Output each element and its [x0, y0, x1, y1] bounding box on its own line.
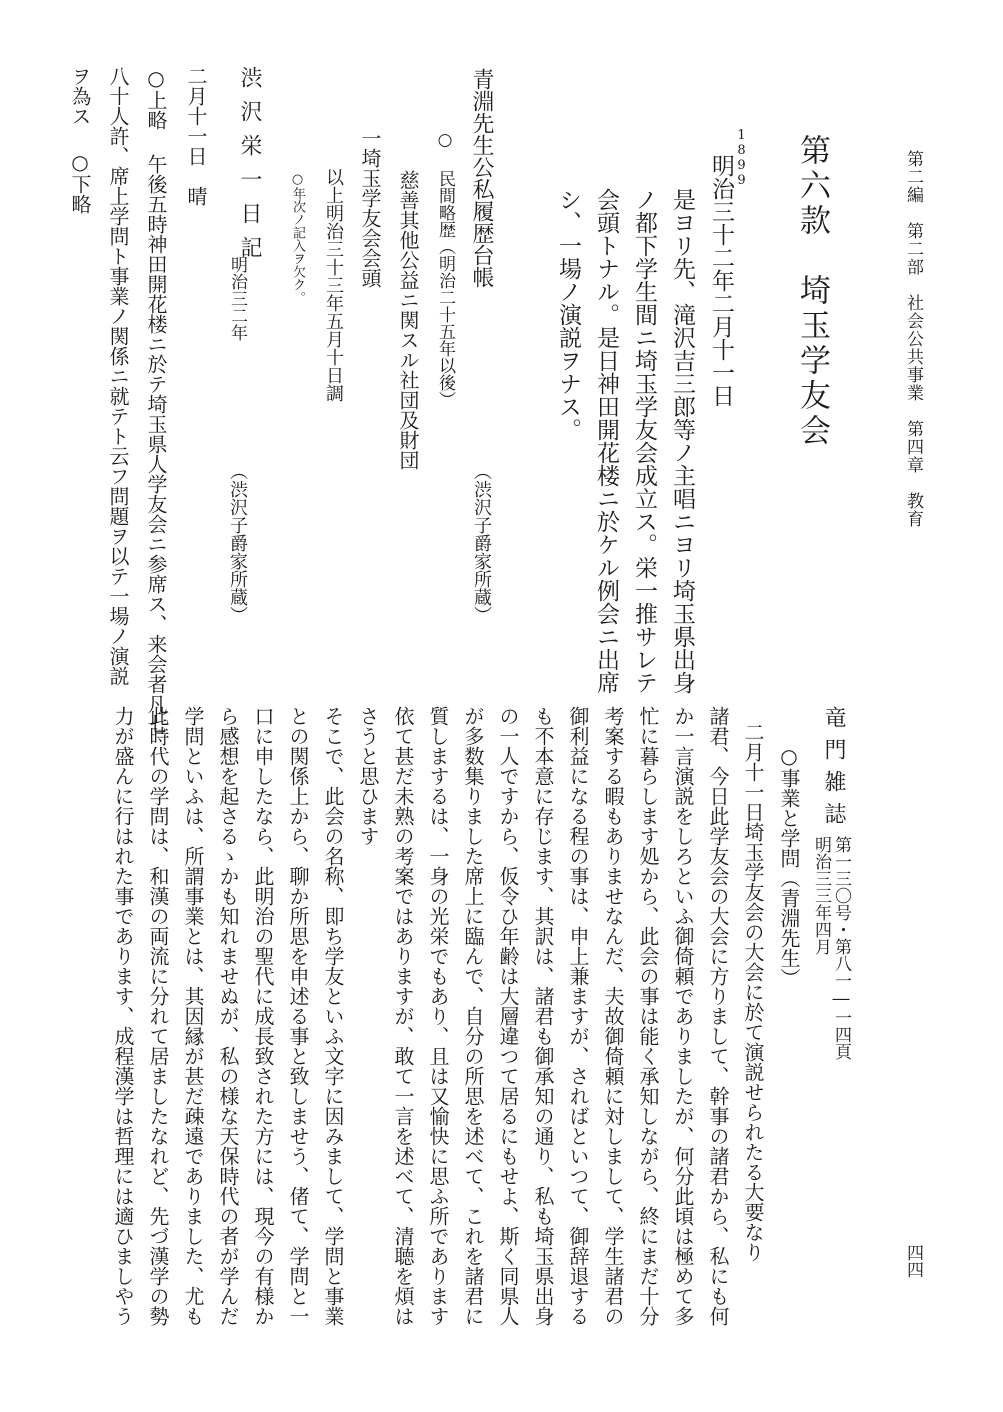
source1-line-2: 慈善其他公益ニ関スル社団及財団	[396, 170, 420, 470]
source2-date: 二月十一日 晴	[184, 66, 208, 206]
source2-line-3: ヲ為ス ○下略	[68, 66, 92, 214]
body-line-12: さうと思ひます	[356, 706, 380, 846]
source3-title: 竜門雑誌	[821, 706, 846, 834]
date-line: 明治三十二年二月十一日	[708, 154, 734, 407]
source1-line-4: 以上明治三十三年五月十日調	[323, 168, 344, 402]
body-line-2: 諸君、今日此学友会の大会に方りまして、幹事の諸君から、私にも何	[706, 706, 730, 1326]
body-line-17: 学問といふは、所謂事業とは、其因縁が甚だ疎遠でありました、尤も	[181, 706, 205, 1326]
source3-issue: 第一三〇号・第八一―一四頁	[831, 836, 851, 1060]
body-line-11: 依て甚だ未熟の考案ではありますが、敢て一言を述べて、清聴を煩は	[391, 706, 415, 1326]
source2-holder: （渋沢子爵家所蔵）	[227, 462, 248, 624]
summary-line-2: ノ都下学生間ニ埼玉学友会成立ス。栄一推サレテ	[631, 188, 657, 694]
half-divider	[60, 676, 940, 677]
body-line-6: 御利益になる程の事は、申上兼ますが、さればといつて、御辞退する	[566, 706, 590, 1326]
source2-line-1: ○上略 午後五時神田開花楼ニ於テ埼玉県人学友会ニ参席ス、来会者凡七	[144, 66, 168, 734]
source2-title: 渋沢栄一日記	[237, 66, 262, 270]
source1-line-3: 一埼玉学友会会頭	[358, 128, 382, 288]
source1-line-5: ○年次ノ記入ヲ欠ク。	[290, 172, 305, 304]
source1-holder: （渋沢子爵家所蔵）	[471, 462, 492, 624]
body-line-16: ら感想を起さるゝかも知れませぬが、私の様な天保時代の者が学んだ	[216, 706, 240, 1326]
body-line-19: 力が盛んに行はれた事であります、成程漢学は哲理には適ひましやう	[111, 706, 135, 1326]
article-title: ○事業と学問（青淵先生）	[777, 744, 801, 988]
body-line-4: 忙に暮らします処から、此会の事は能く承知しながら、終にまだ十分	[636, 706, 660, 1326]
summary-line-1: 是ヨリ先、滝沢吉三郎等ノ主唱ニヨリ埼玉県出身	[669, 188, 695, 694]
body-line-3: か一言演説をしろといふ御倚頼でありましたが、何分此頃は極めて多	[671, 706, 695, 1326]
year-note: 1899	[734, 128, 749, 188]
body-line-5: 考案する暇もありませなんだ、夫故御倚頼に対しまして、学生諸君の	[601, 706, 625, 1326]
source3-issue-date: 明治三三年四月	[811, 836, 831, 955]
body-line-14: との関係上から、聊か所思を申述る事と致しませう、偖て、学問と一	[286, 706, 310, 1326]
summary-line-4: シ、一場ノ演説ヲナス。	[555, 188, 581, 441]
body-line-9: が多数集りました席上に臨んで、自分の所思を述べて、これを諸君に	[461, 706, 485, 1326]
body-line-8: の一人ですから、仮令ひ年齢は大層違つて居るにもせよ、斯く同県人	[496, 706, 520, 1326]
section-title: 第六款 埼玉学友会	[794, 134, 830, 449]
page-number: 四四	[903, 1244, 923, 1278]
summary-line-3: 会頭トナル。是日神田開花楼ニ於ケル例会ニ出席	[593, 188, 619, 694]
source1-title: 青淵先生公私履歴台帳	[469, 68, 494, 288]
body-line-15: 口に申したなら、此明治の聖代に成長致された方には、現今の有様か	[251, 706, 275, 1326]
source2-line-2: 八十人許、席上学問ト事業ノ関係ニ就テト云フ問題ヲ以テ一場ノ演説	[106, 66, 130, 686]
body-line-18: 此時代の学問は、和漢の両流に分れて居ましたなれど、先づ漢学の勢	[146, 706, 170, 1326]
source2-year: 明治三二年	[227, 256, 247, 341]
body-line-13: そこで、此会の名称、即ち学友といふ文字に因みまして、学問と事業	[321, 706, 345, 1326]
body-line-10: 質しまするは、一身の光栄でもあり、且は又愉快に思ふ所であります	[426, 706, 450, 1326]
running-head: 第二編 第二部 社会公共事業 第四章 教育	[903, 150, 923, 528]
body-line-1: 二月十一日埼玉学友会の大会に於て演説せられたる大要なり	[741, 722, 765, 1262]
source1-line-1: ○ 民間略歴（明治二十五年以後）	[435, 130, 455, 408]
body-line-7: も不本意に存じます、其訳は、諸君も御承知の通り、私も埼玉県出身	[531, 706, 555, 1326]
